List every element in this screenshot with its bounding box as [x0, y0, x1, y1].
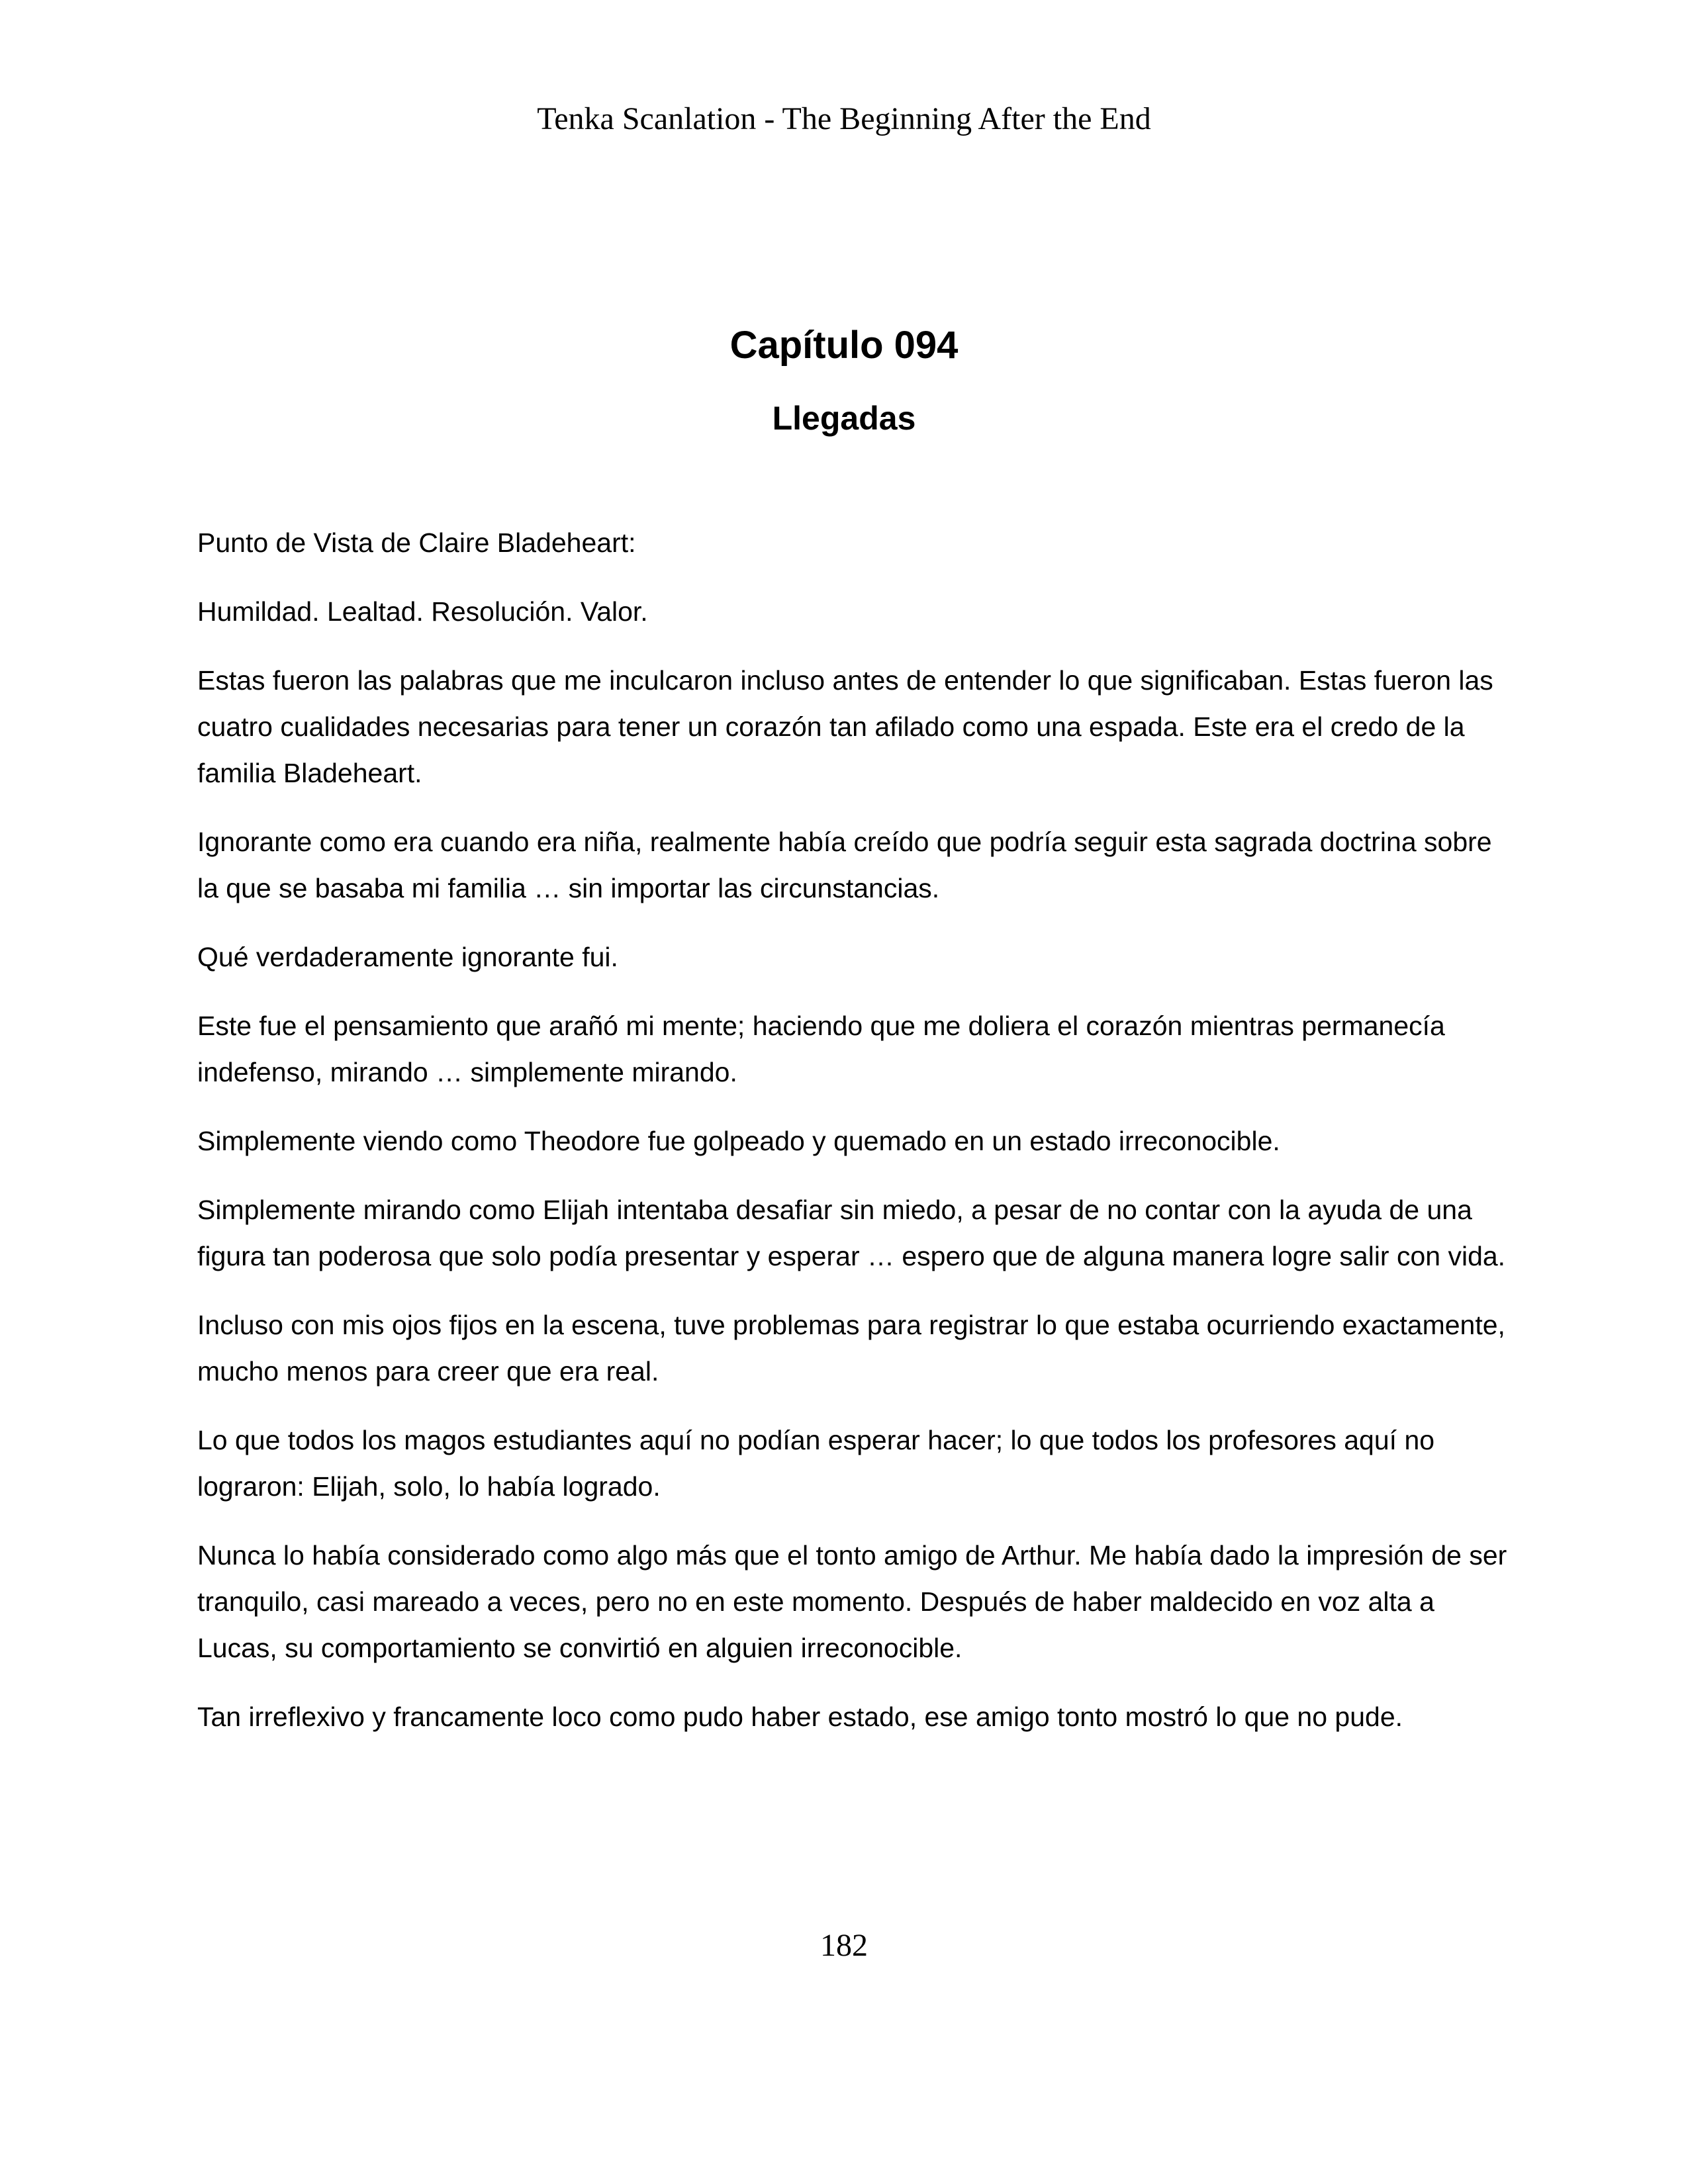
- paragraph: Lo que todos los magos estudiantes aquí no podían esperar hacer; lo que todos los profesores aquí no lograron: Elijah, solo, lo había logrado.: [197, 1425, 1435, 1502]
- paragraph: Este fue el pensamiento que arañó mi mente; haciendo que me doliera el corazón mientras permanecía indefenso, mirando … simplemente mirando.: [197, 1011, 1445, 1087]
- paragraph: Estas fueron las palabras que me inculcaron incluso antes de entender lo que significaban. Estas fueron las cuatro cualidades necesarias para tener un corazón tan afilado como una espada. Este era el credo de la familia Bladeheart.: [197, 665, 1493, 788]
- paragraph: Simplemente mirando como Elijah intentaba desafiar sin miedo, a pesar de no contar con la ayuda de una figura tan poderosa que solo podía presentar y esperar … espero que de alguna manera logre salir con vida.: [197, 1195, 1506, 1271]
- paragraph: Simplemente viendo como Theodore fue golpeado y quemado en un estado irreconocible.: [197, 1126, 1280, 1156]
- body-text: [197, 520, 1508, 1762]
- paragraph: Qué verdaderamente ignorante fui.: [197, 942, 618, 972]
- paragraph: Ignorante como era cuando era niña, realmente había creído que podría seguir esta sagrada doctrina sobre la que se basaba mi familia … sin importar las circunstancias.: [197, 827, 1492, 903]
- paragraph: Humildad. Lealtad. Resolución. Valor.: [197, 596, 648, 627]
- paragraph: Nunca lo había considerado como algo más que el tonto amigo de Arthur. Me había dado la impresión de ser tranquilo, casi mareado a veces, pero no en este momento. Después de haber maldecido en voz alta a Lucas, su comportamiento se convirtió en alguien irreconocible.: [197, 1540, 1507, 1663]
- paragraph: Tan irreflexivo y francamente loco como pudo haber estado, ese amigo tonto mostró lo que no pude.: [197, 1702, 1403, 1732]
- paragraph: Punto de Vista de Claire Bladeheart:: [197, 527, 636, 558]
- running-header: Tenka Scanlation - The Beginning After the End: [537, 101, 1151, 136]
- chapter-title: Capítulo 094: [729, 324, 959, 367]
- paragraph: Incluso con mis ojos fijos en la escena, tuve problemas para registrar lo que estaba ocurriendo exactamente, mucho menos para creer que era real.: [197, 1310, 1505, 1387]
- page-number: 182: [820, 1928, 868, 1963]
- chapter-subtitle: Llegadas: [772, 400, 916, 437]
